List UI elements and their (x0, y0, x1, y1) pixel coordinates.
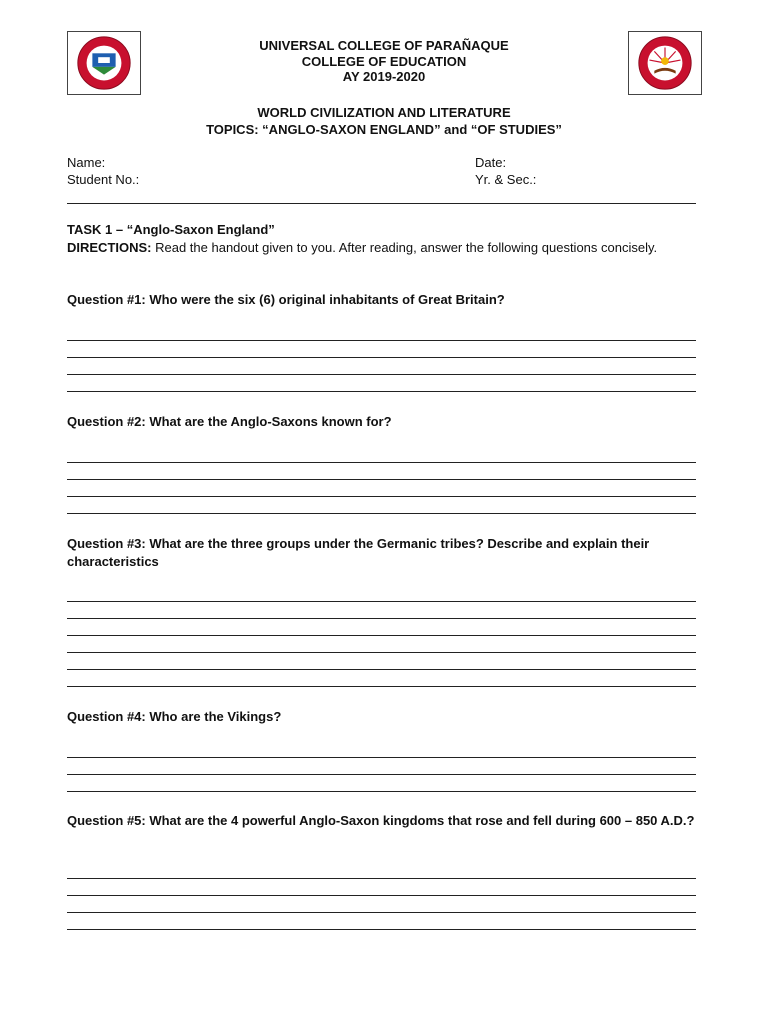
answer-line[interactable] (67, 686, 696, 687)
answer-line[interactable] (67, 462, 696, 463)
answer-line[interactable] (67, 391, 696, 392)
answer-line[interactable] (67, 912, 696, 913)
academic-year: AY 2019-2020 (342, 69, 426, 84)
document-title (0, 104, 768, 138)
answer-line[interactable] (67, 618, 696, 619)
answer-line[interactable] (67, 929, 696, 930)
answer-line[interactable] (67, 479, 696, 480)
directions (67, 239, 700, 257)
answer-line[interactable] (67, 878, 696, 879)
name-label: Name: (67, 155, 106, 170)
answer-line[interactable] (67, 340, 696, 341)
answer-line[interactable] (67, 669, 696, 670)
question-4: Question #4: Who are the Vikings? (67, 709, 282, 724)
info-divider-line (67, 203, 696, 204)
course-title: WORLD CIVILIZATION AND LITERATURE (257, 105, 511, 120)
task-section (67, 221, 700, 257)
student-no-label: Student No.: (67, 172, 140, 187)
answer-line[interactable] (67, 601, 696, 602)
school-name: UNIVERSAL COLLEGE OF PARAÑAQUE (259, 38, 509, 53)
answer-line[interactable] (67, 513, 696, 514)
answer-line[interactable] (67, 635, 696, 636)
directions-label: DIRECTIONS: (67, 240, 152, 255)
answer-line[interactable] (67, 496, 696, 497)
answer-line[interactable] (67, 357, 696, 358)
answer-line[interactable] (67, 652, 696, 653)
school-header (0, 38, 768, 85)
answer-line[interactable] (67, 774, 696, 775)
answer-line[interactable] (67, 374, 696, 375)
date-label: Date: (475, 155, 507, 170)
question-2: Question #2: What are the Anglo-Saxons known for? (67, 414, 392, 429)
topics-title: TOPICS: “ANGLO-SAXON ENGLAND” and “OF STUDIES” (206, 122, 562, 137)
college-name: COLLEGE OF EDUCATION (301, 53, 467, 69)
answer-line[interactable] (67, 895, 696, 896)
yr-sec-label: Yr. & Sec.: (475, 172, 537, 187)
directions-text: Read the handout given to you. After reading, answer the following questions concisely. (151, 240, 658, 255)
answer-line[interactable] (67, 791, 696, 792)
question-3: Question #3: What are the three groups under the Germanic tribes? Describe and explain their characteristics (67, 536, 650, 569)
answer-line[interactable] (67, 757, 696, 758)
question-5: Question #5: What are the 4 powerful Anglo-Saxon kingdoms that rose and fell during 600 – 850 A.D.? (67, 813, 695, 828)
task-heading: TASK 1 – “Anglo-Saxon England” (67, 222, 275, 237)
question-1: Question #1: Who were the six (6) original inhabitants of Great Britain? (67, 292, 505, 307)
